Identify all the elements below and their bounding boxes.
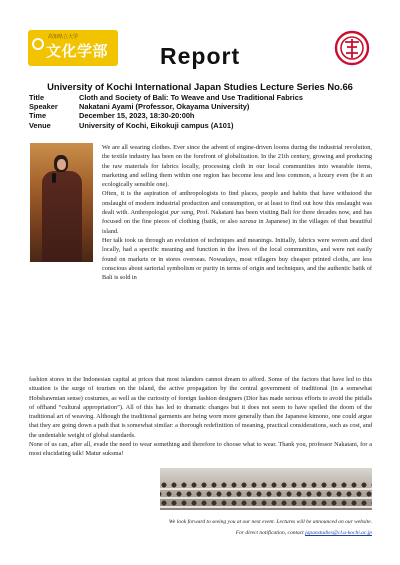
article-column <box>102 143 372 282</box>
paragraph-anthropology: Often, it is the aspiration of anthropologists to find places, people and habits that have withstood the onslaught of modern industrial production and consumption, or at least to find out how this onslaught was dealt with. Anthropologist pur sang, Prof. Nakatani has been visiting Bali for three decades now, and has focused on the fine pieces of clothing (batik, or also sarasa in Japanese) in the villages of that beautiful island. <box>102 190 373 235</box>
paragraph-closing: None of us can, after all, evade the need to wear something and therefore to choose what to wear. Thank you, professor Nakatani, for a most elucidating talk! Matur suksma! <box>29 441 372 458</box>
lecture-venue: University of Kochi, Eikokuji campus (A101) <box>79 120 234 130</box>
audience-photo <box>160 468 372 510</box>
lecture-speaker: Nakatani Ayami (Professor, Okayama University) <box>79 102 250 112</box>
info-label: Venue <box>29 120 51 130</box>
contact-email-link[interactable]: japanstudies@cl.u-kochi.ac.jp <box>305 530 372 536</box>
paragraph-evolution-start: Her talk took us through an evolution of techniques and meanings. Initially, fabrics were woven and died locally, had a specific meaning and function in the lives of the local communities, and were not easily found on markets or in stores overseas. Nowadays, most villagers buy cheaper printed cloths, are less conscious about sartorial symbolism or purity in terms of origin and techniques, and the authentic batik of Bali is sold in <box>102 236 372 282</box>
lecture-time: December 15, 2023, 18:30-20:00h <box>79 111 195 121</box>
university-emblem-icon <box>32 38 44 50</box>
info-label: Speaker <box>29 102 58 112</box>
lecture-title: Cloth and Society of Bali: To Weave and Use Traditional Fabrics <box>79 93 303 102</box>
paragraph-intro: We are all wearing clothes. Ever since the advent of engine-driven looms during the industrial revolution, the textile industry has been on the forefront of globalization. In the 21th century, growing and producing the raw materials for fabrics locally, processing cloth in our local communities into wearable items, marketing and selling them within one region has become less and less common, a luxury even (be it an ecologically sensible one). <box>102 144 372 189</box>
info-row-venue <box>29 121 303 130</box>
footer-contact: For direct notification, contact japanstudies@cl.u-kochi.ac.jp <box>235 530 372 536</box>
report-title: Report <box>160 43 241 69</box>
info-label: Time <box>29 111 47 121</box>
paragraph-evolution-cont: fashion stores in the Indonesian capital at prices that most islanders cannot dream to afford. Some of the factors that have led to this situation is the surge of tourism on the island, the active propagation by the central government of traditional (in a somewhat Hobsbawmian sense) costumes, as well as the curiosity of foreign fashion designers (Dior has made serious efforts to avoid the pitfalls of offhand “cultural appropriation”). All of this has led to dramatic changes but it does not seem to have spelled the doom of the traditional art of weaving. Although the traditional garments are being worn more generally than the Japanese kimono, one could argue that they are going down a path that is somewhat similar: a thorough redefinition of meaning, practical considerations, such as cost, and the undeniable weight of global standards. <box>29 376 372 439</box>
info-label: Title <box>29 93 45 102</box>
article-full-width <box>29 375 372 459</box>
university-crest-icon <box>334 30 370 66</box>
faculty-logo <box>28 30 118 66</box>
lecture-series-heading: University of Kochi International Japan Studies Lecture Series No.66 <box>47 81 353 92</box>
lecture-info <box>29 93 303 130</box>
footer-announcement: We look forward to seeing you at our next event. Lectures will be announced on our website. <box>168 519 372 525</box>
info-row-time <box>29 111 303 120</box>
logo-faculty-name: 文化学部 <box>46 42 109 60</box>
info-row-speaker <box>29 102 303 111</box>
logo-university-name: 高知県立大学 <box>48 34 79 40</box>
info-row-title <box>29 93 303 102</box>
speaker-photo <box>30 143 93 262</box>
